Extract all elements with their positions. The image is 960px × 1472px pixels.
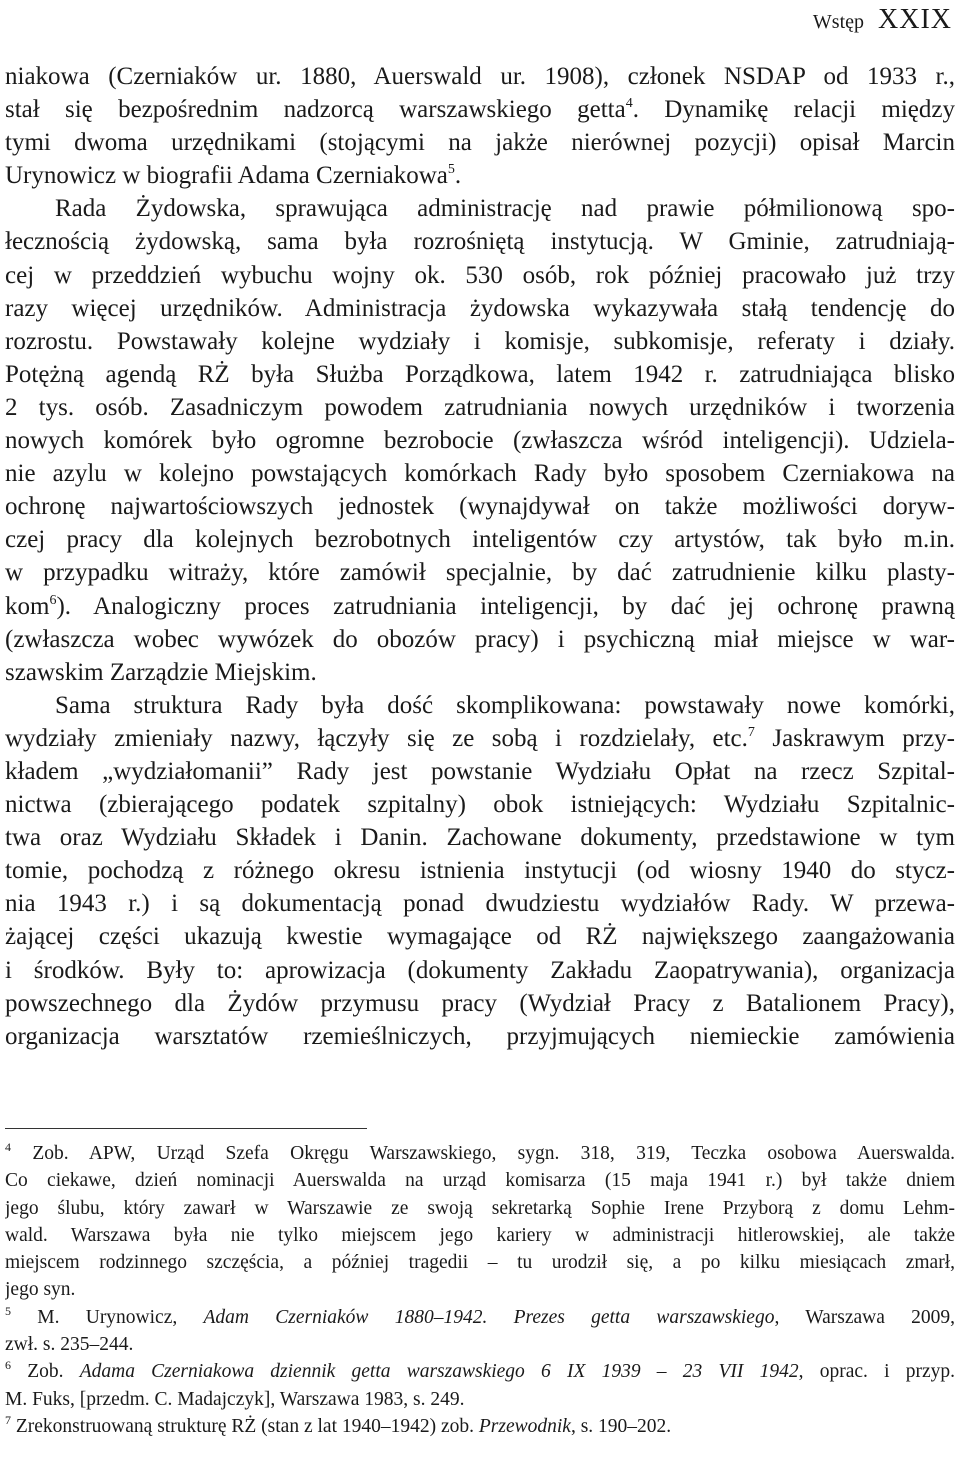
text-line: Potężną agendą RŻ była Służba Porządkowa, latem 1942 r. zatrudniająca blisko — [5, 360, 955, 388]
cited-title: Adama Czerniakowa dziennik getta warszawskiego 6 IX 1939 – 23 VII 1942 — [79, 1361, 799, 1383]
text-line: Urynowicz w biografii Adama Czerniakowa$^5$. — [5, 162, 462, 190]
footnote-ref-4: 4 — [625, 96, 633, 112]
footnote-line: miejscem rodzinnego szczęścia, a później tragedii – tu urodził się, a po kilku miesiącach zmarł, — [5, 1252, 955, 1274]
text-line: powszechnego dla Żydów przymusu pracy (Wydział Pracy z Batalionem Pracy), — [5, 989, 955, 1017]
text-line: organizacja warsztatów rzemieślniczych, przyjmujących niemieckie zamówienia — [5, 1022, 955, 1050]
text-line: ochronę najwartościowszych jednostek (wynajdywał on także możliwości doryw- — [5, 493, 955, 521]
text-line: wydziały zmieniały nazwy, łączyły się ze sobą i rozdzielały, etc.$^7$ Jaskrawym przy- — [5, 724, 955, 752]
footnote-number: 7 — [5, 1412, 11, 1427]
cited-title: Przewodnik — [478, 1415, 571, 1437]
text-line: Rada Żydowska, sprawująca administrację nad prawie półmilionową spo- — [55, 195, 955, 223]
text-line: nie azylu w kolejno powstających komórkach Rady było sposobem Czerniakowa na — [5, 460, 955, 488]
footnote-line: zwł. s. 235–244. — [5, 1334, 134, 1356]
footnote-separator — [5, 1128, 367, 1129]
footnote-6: $^6$ Zob. Adama Czerniakowa dziennik getta warszawskiego 6 IX 1939 – 23 VII 1942, oprac. i przyp. — [5, 1358, 955, 1383]
text-line: (zwłaszcza wobec wywózek do obozów pracy) i psychiczną miał miejsce w war- — [5, 625, 955, 653]
text-line: w przypadku witraży, które zamówił specjalnie, by dać zatrudnienie kilku plasty- — [5, 559, 955, 587]
footnote-line: Co ciekawe, dzień nominacji Auerswalda na urząd komisarza (15 maja 1941 r.) był także dniem — [5, 1170, 955, 1192]
footnote-4: $^4$ Zob. APW, Urząd Szefa Okręgu Warszawskiego, sygn. 318, 319, Teczka osobowa Auerswalda. — [5, 1140, 955, 1164]
page-number: XXIX — [878, 4, 952, 35]
main-text — [5, 60, 955, 1053]
text-line: twa oraz Wydziału Składek i Danin. Zachowane dokumenty, przedstawione w tym — [5, 824, 955, 852]
footnotes — [5, 1140, 955, 1440]
text-line: Sama struktura Rady była dość skomplikowana: powstawały nowe komórki, — [55, 691, 955, 719]
footnote-ref-7: 7 — [747, 724, 755, 740]
footnote-number: 5 — [5, 1303, 11, 1318]
footnote-ref-5: 5 — [447, 162, 455, 178]
footnote-ref-6: 6 — [49, 592, 57, 608]
text-line: nictwa (zbierającego podatek szpitalny) obok istniejących: Wydziału Szpitalnic- — [5, 791, 955, 819]
text-line: i środków. Były to: aprowizacja (dokumenty Zakładu Zaopatrywania), organizacja — [5, 956, 955, 984]
text-line: 2 tys. osób. Zasadniczym powodem zatrudniania nowych urzędników i tworzenia — [5, 393, 955, 421]
footnote-line: jego ślubu, który zawarł w Warszawie ze swoją sekretarką Sophie Irene Przyborą z domu Lehm- — [5, 1197, 955, 1219]
text-line: nia 1943 r.) i są dokumentacją ponad dwudziestu wydziałów Rady. W przewa- — [5, 890, 955, 918]
text-line: rozrostu. Powstawały kolejne wydziały i komisje, subkomisje, referaty i działy. — [5, 327, 955, 355]
footnote-line: M. Fuks, [przedm. C. Madajczyk], Warszawa 1983, s. 249. — [5, 1388, 465, 1410]
cited-title: Adam Czerniaków 1880–1942. Prezes getta warszawskiego — [203, 1306, 775, 1328]
footnote-line: jego syn. — [5, 1279, 76, 1301]
footnote-line: wald. Warszawa była nie tylko miejscem jego kariery w administracji hitlerowskiej, ale także — [5, 1224, 955, 1246]
text-line: niakowa (Czerniaków ur. 1880, Auerswald ur. 1908), członek NSDAP od 1933 r., — [5, 63, 955, 90]
text-line: razy więcej urzędników. Administracja żydowska wykazywała stałą tendencję do — [5, 294, 955, 322]
text-line: cej w przeddzień wybuchu wojny ok. 530 osób, rok później pracowało już trzy — [5, 261, 955, 289]
footnote-number: 4 — [5, 1140, 11, 1154]
text-line: żającej części ukazują kwestie wymagające od RŻ największego zaangażowania — [5, 923, 955, 951]
footnote-7: $^7$ Zrekonstruowaną strukturę RŻ (stan z lat 1940–1942) zob. Przewodnik, s. 190–202. — [5, 1412, 672, 1437]
running-header — [812, 4, 952, 35]
header-section-title: Wstęp — [812, 11, 864, 33]
text-line: tomie, pochodzą z różnego okresu istnienia instytucji (od wiosny 1940 do stycz- — [5, 857, 955, 885]
footnote-5: $^5$ M. Urynowicz, Adam Czerniaków 1880–1942. Prezes getta warszawskiego, Warszawa 2009, — [5, 1303, 955, 1328]
footnote-number: 6 — [5, 1358, 11, 1373]
text-line: szawskim Zarządzie Miejskim. — [5, 658, 317, 686]
text-line: czej pracy dla kolejnych bezrobotnych inteligentów czy artystów, tak było m.in. — [5, 526, 955, 554]
text-line: łecznością żydowską, sama była rozrośniętą instytucją. W Gminie, zatrudniają- — [5, 228, 955, 256]
text-line: kładem „wydziałomanii” Rady jest powstanie Wydziału Opłat na rzecz Szpital- — [5, 757, 955, 785]
text-line: kom$^6$). Analogiczny proces zatrudniania inteligencji, by dać jej ochronę prawną — [5, 592, 955, 620]
text-line: stał się bezpośrednim nadzorcą warszawskiego getta$^4$. Dynamikę relacji między — [5, 96, 955, 124]
text-line: nowych komórek było ogromne bezrobocie (zwłaszcza wśród inteligencji). Udziela- — [5, 427, 955, 455]
text-line: tymi dwoma urzędnikami (stojącymi na jakże nierównej pozycji) opisał Marcin — [5, 129, 955, 157]
